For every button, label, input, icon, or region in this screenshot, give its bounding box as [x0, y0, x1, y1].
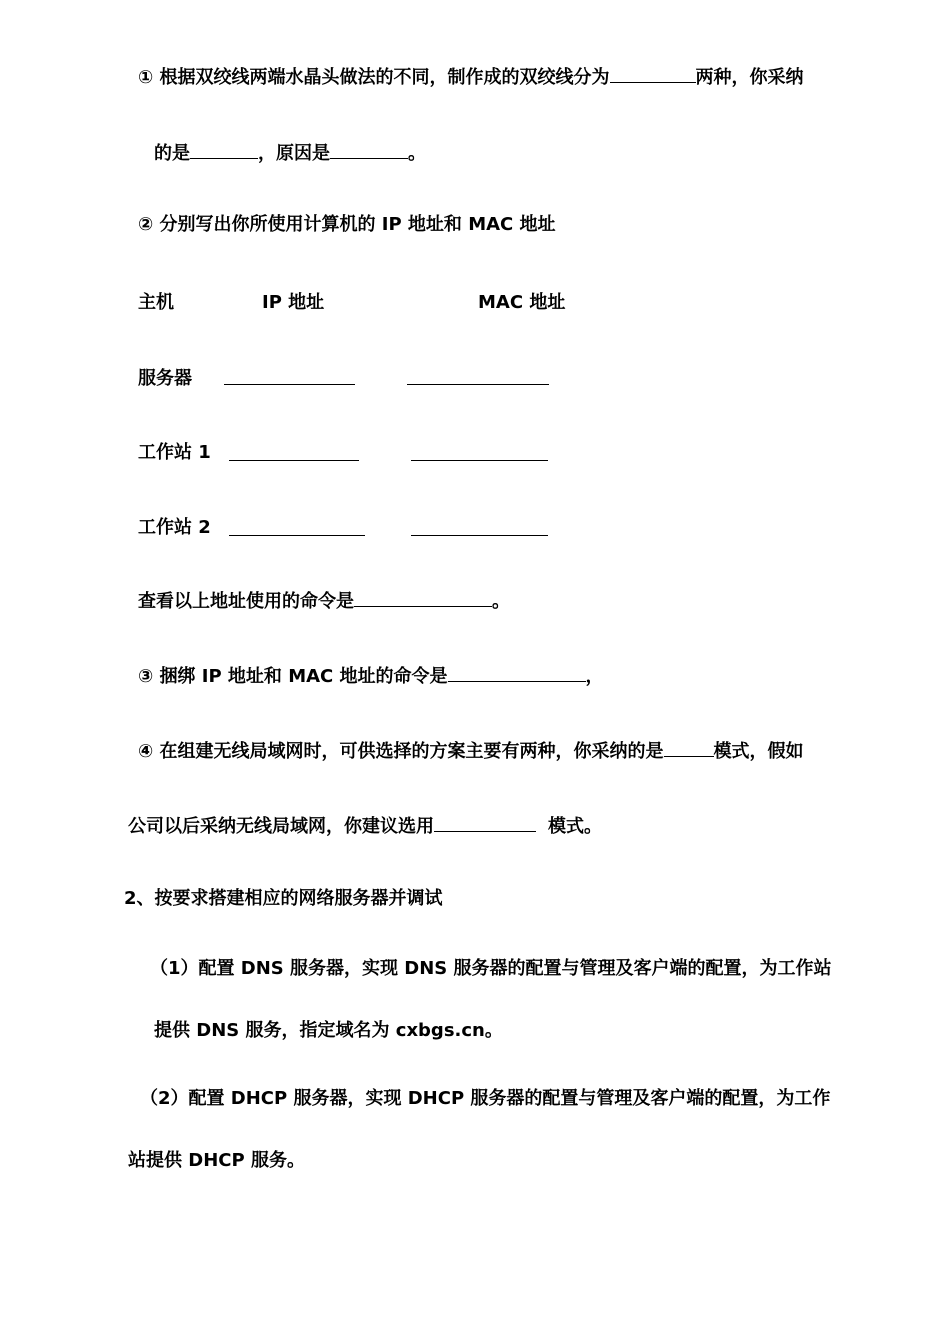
server-ip-field[interactable] [224, 384, 355, 385]
section2-item1-line2: 提供 DNS 服务，指定域名为 cxbgs.cn。 [154, 1020, 503, 1041]
q3-prefix: ③ 捆绑 IP 地址和 MAC 地址的命令是 [138, 666, 448, 687]
q1-prefix: ① 根据双绞线两端水晶头做法的不同，制作成的双绞线分为 [138, 67, 610, 88]
q1-blank-reason[interactable] [330, 140, 408, 159]
q3-end: ， [585, 666, 604, 687]
q4-blank-suggest[interactable] [434, 813, 536, 832]
q4-line2 [128, 813, 602, 839]
q3-line [138, 663, 604, 689]
q3-blank[interactable] [448, 663, 586, 682]
section2-item2-line2: 站提供 DHCP 服务。 [128, 1150, 305, 1171]
table-header-mac: MAC 地址 [478, 292, 566, 313]
q4-prefix: ④ 在组建无线局域网时，可供选择的方案主要有两种，你采纳的是 [138, 741, 664, 762]
section2-title: 2、按要求搭建相应的网络服务器并调试 [124, 888, 443, 909]
q1-blank-choice[interactable] [190, 140, 258, 159]
q1-line2-prefix: 的是 [154, 143, 190, 164]
q4-line2-prefix: 公司以后采纳无线局域网，你建议选用 [128, 816, 434, 837]
server-mac-field[interactable] [407, 384, 549, 385]
section2-item2-line1: （2）配置 DHCP 服务器，实现 DHCP 服务器的配置与管理及客户端的配置，为工作 [140, 1088, 831, 1109]
table-row-workstation-1: 工作站 1 [138, 442, 211, 463]
q1-line2 [154, 140, 426, 166]
q2-title: ② 分别写出你所使用计算机的 IP 地址和 MAC 地址 [138, 214, 556, 235]
q4-line1 [138, 738, 804, 764]
q1-line1 [138, 64, 804, 90]
q2-command-prefix: 查看以上地址使用的命令是 [138, 591, 354, 612]
table-header-host: 主机 [138, 292, 174, 313]
section2-item1-line1: （1）配置 DNS 服务器，实现 DNS 服务器的配置与管理及客户端的配置，为工作站 [150, 958, 832, 979]
q1-line2-end: 。 [408, 143, 426, 164]
workstation-1-ip-field[interactable] [229, 460, 359, 461]
table-row-server: 服务器 [138, 368, 192, 389]
q2-command-line [138, 588, 510, 614]
q4-suffix: 模式，假如 [713, 741, 804, 762]
q1-blank-types[interactable] [610, 64, 696, 83]
q4-blank-mode[interactable] [664, 738, 714, 757]
table-header-ip: IP 地址 [262, 292, 325, 313]
q2-command-end: 。 [492, 591, 510, 612]
workstation-2-ip-field[interactable] [229, 535, 365, 536]
q2-command-blank[interactable] [354, 588, 492, 607]
q4-line2-end: 模式。 [548, 816, 602, 837]
q1-suffix: 两种，你采纳 [695, 67, 804, 88]
workstation-1-mac-field[interactable] [411, 460, 548, 461]
workstation-2-mac-field[interactable] [411, 535, 548, 536]
q1-line2-mid: ，原因是 [258, 143, 330, 164]
table-row-workstation-2: 工作站 2 [138, 517, 211, 538]
